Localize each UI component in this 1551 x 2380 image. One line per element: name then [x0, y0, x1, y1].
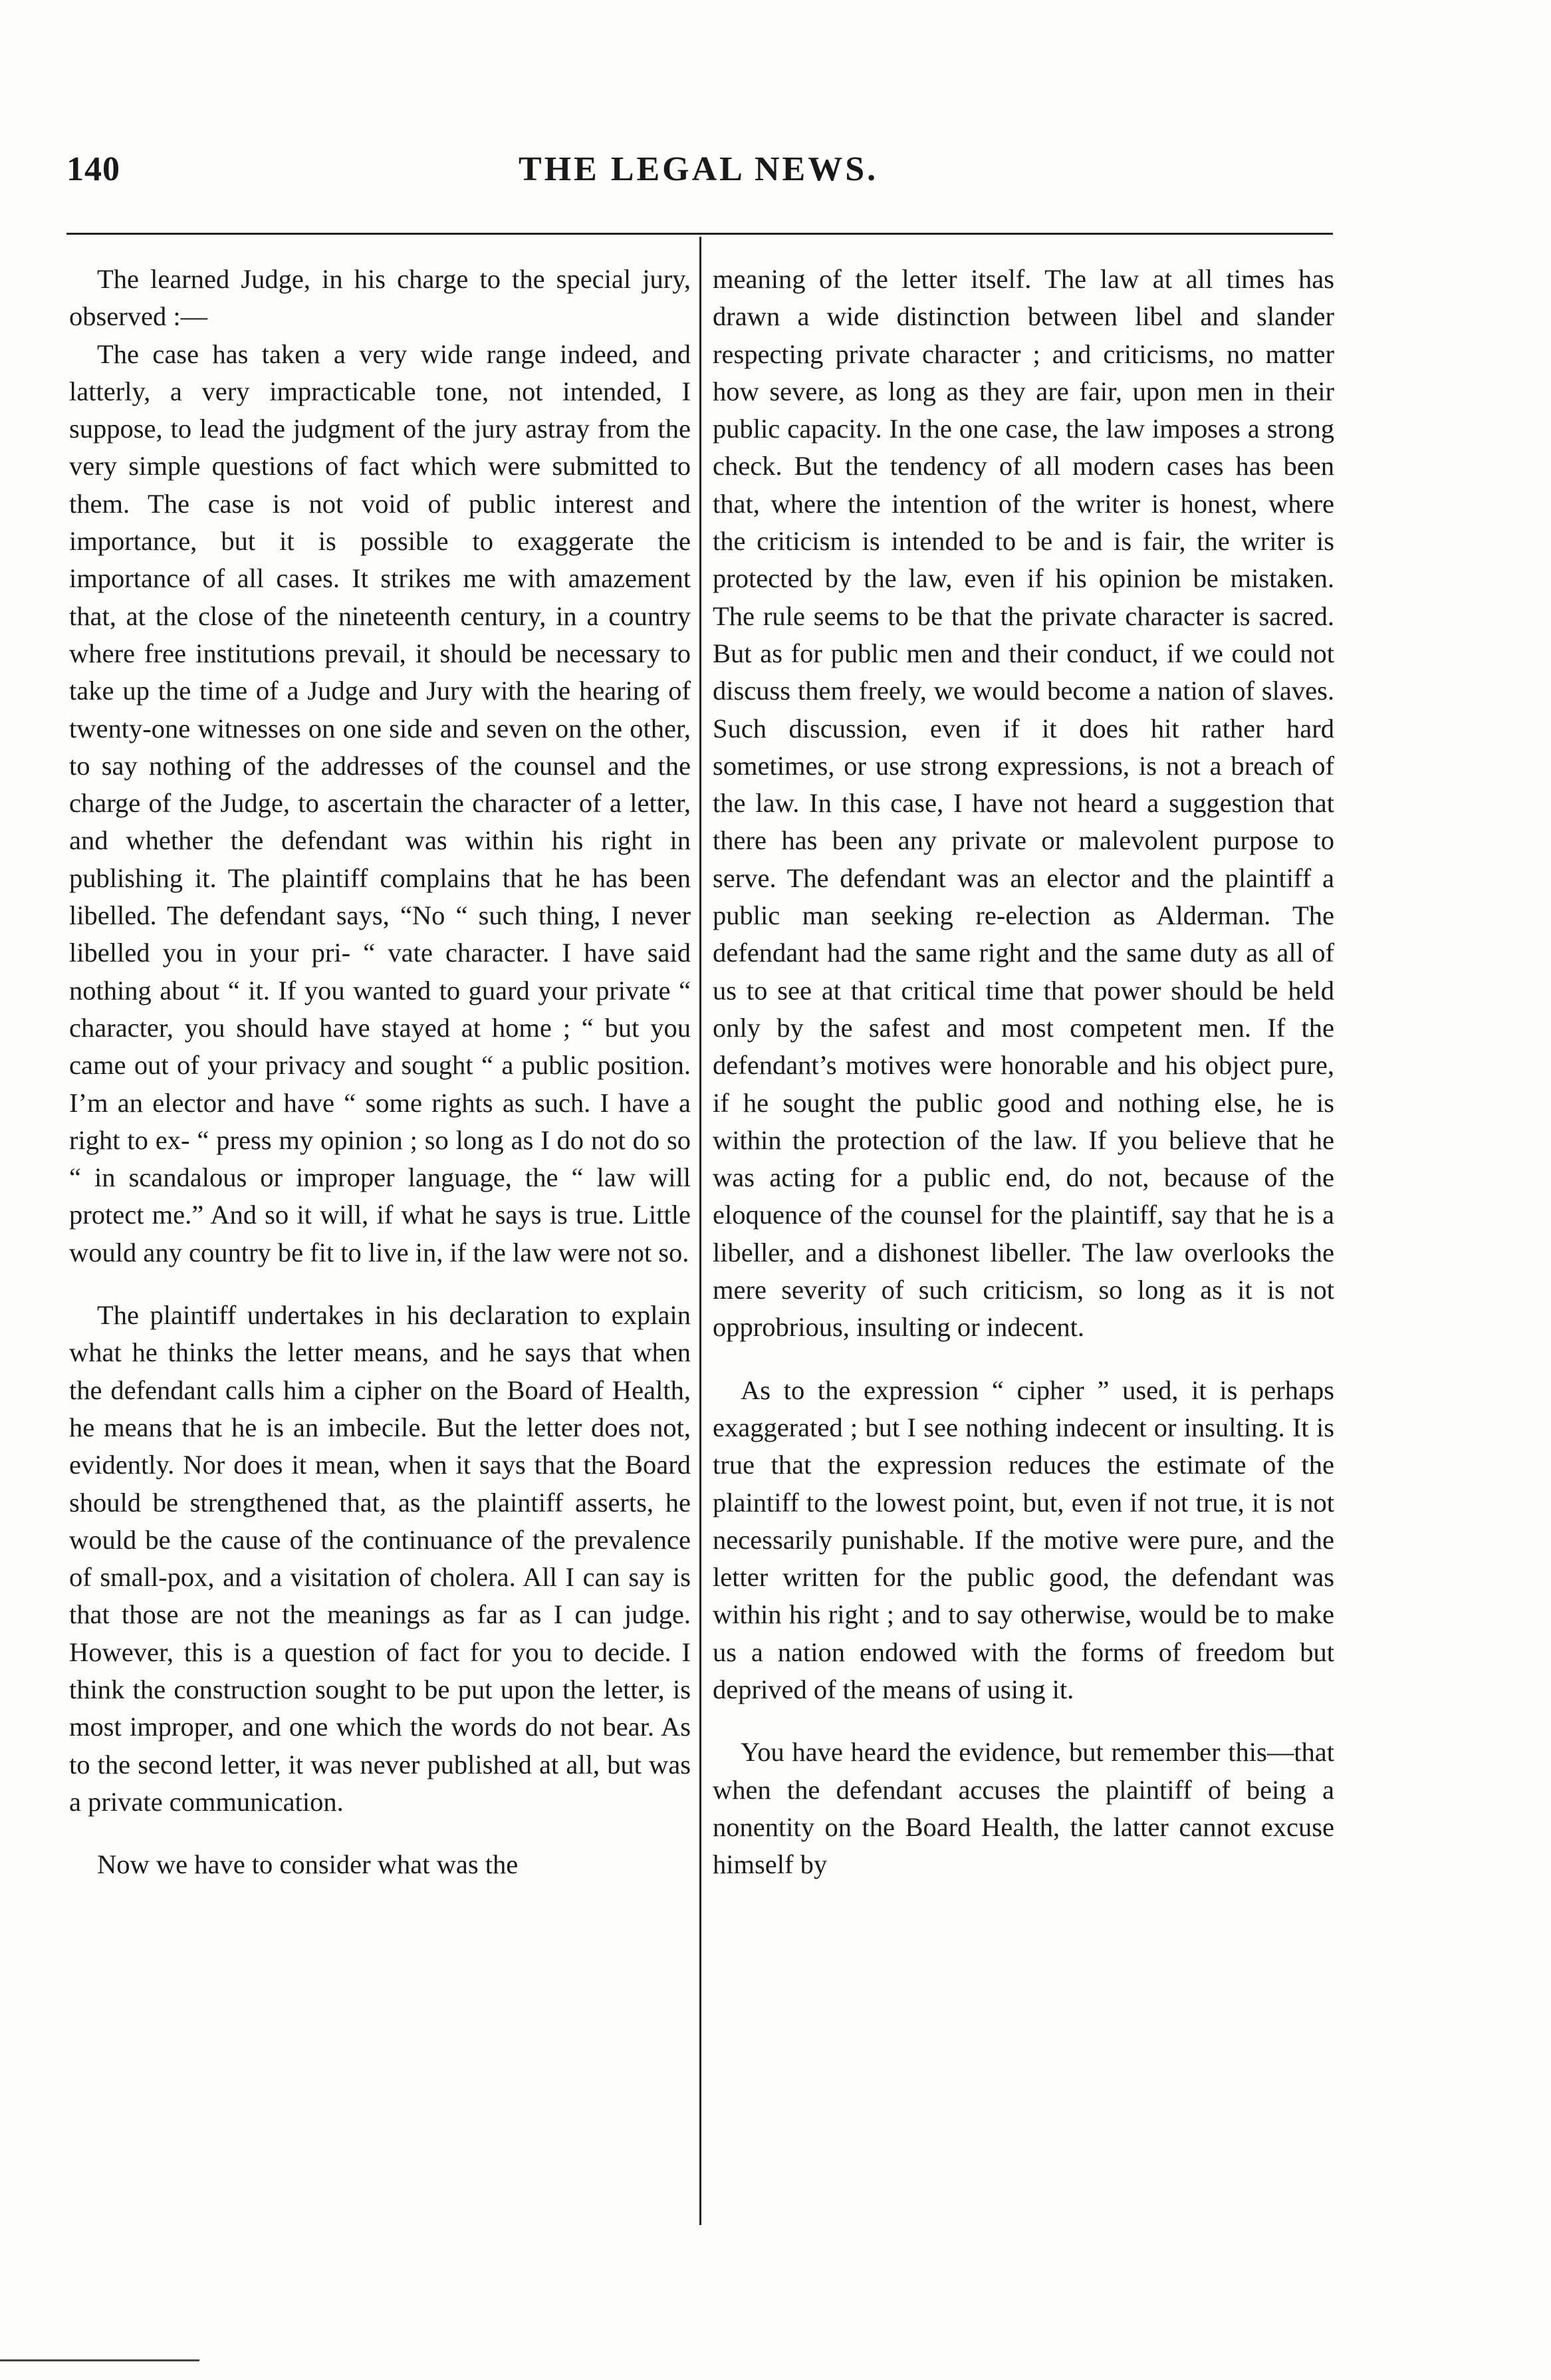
- paragraph-cipher-expression: As to the expression “ cipher ” used, it is perhaps exaggerated ; but I see nothing indecent or insulting. It is true that the expression reduces the estimate of the plaintiff to the lowest point, but, even if not true, it is not necessarily punishable. If the motive were pure, and the letter written for the public good, the defendant was within his right ; and to say otherwise, would be to make us a nation endowed with the forms of freedom but deprived of the means of using it.: [713, 1375, 1334, 1704]
- footer-rule: [0, 2359, 199, 2361]
- page-header: [66, 150, 1330, 209]
- right-column: [713, 261, 1334, 1883]
- paragraph-consider-meaning: Now we have to consider what was the: [97, 1849, 519, 1880]
- left-column: [69, 261, 691, 1883]
- page-number: 140: [66, 150, 120, 188]
- paragraph-case-range: The case has taken a very wide range indeed, and latterly, a very impracticable tone, not intended, I suppose, to lead the judgment of the jury astray from the very simple questions of fact which were submitted to them. The case is not void of public interest and importance, but it is possible to exaggerate the importance of all cases. It strikes me with amazement that, at the close of the nineteenth century, in a country where free institutions prevail, it should be necessary to take up the time of a Judge and Jury with the hearing of twenty-one witnesses on one side and seven on the other, to say nothing of the addresses of the counsel and the charge of the Judge, to ascertain the character of a letter, and whether the defendant was within his right in publishing it. The plaintiff complains that he has been libelled. The defendant says, “No “ such thing, I never libelled you in your pri- “ vate character. I have said nothing about “ it. If you wanted to guard your private “ character, you should have stayed at home ; “ but you came out of your privacy and sought “ a public position. I’m an elector and have “ some rights as such. I have a right to ex- “ press my opinion ; so long as I do not do so “ in scandalous or improper language, the “ law will protect me.” And so it will, if what he says is true. Little would any country be fit to live in, if the law were not so.: [69, 338, 691, 1267]
- paragraph-plaintiff-declaration: The plaintiff undertakes in his declaration to explain what he thinks the letter means, and he says that when the defendant calls him a cipher on the Board of Health, he means that he is an imbecile. But the letter does not, evidently. Nor does it mean, when it says that the Board should be strengthened that, as the plaintiff asserts, he would be the cause of the continuance of the prevalence of small-pox, and a visitation of cholera. All I can say is that those are not the meanings as far as I can judge. However, this is a question of fact for you to decide. I think the construction sought to be put upon the letter, is most improper, and one which the words do not bear. As to the second letter, it was never published at all, but was a private communication.: [69, 1300, 691, 1817]
- paragraph-evidence-reminder: You have heard the evidence, but remember this—that when the defendant accuses the plaintiff of being a nonentity on the Board Health, the latter cannot excuse himself by: [713, 1737, 1334, 1880]
- running-title: THE LEGAL NEWS.: [519, 150, 879, 188]
- paragraph-judge-charge-intro: The learned Judge, in his charge to the special jury, observed :—: [69, 264, 691, 332]
- paragraph-letter-meaning: meaning of the letter itself. The law at all times has drawn a wide distinction between libel and slander respecting private character ; and criticisms, no matter how severe, as long as they are fair, upon men in their public capacity. In the one case, the law imposes a strong check. But the tendency of all modern cases has been that, where the intention of the writer is honest, where the criticism is intended to be and is fair, the writer is protected by the law, even if his opinion be mistaken. The rule seems to be that the private character is sacred. But as for public men and their conduct, if we could not discuss them freely, we would become a nation of slaves. Such discussion, even if it does hit rather hard sometimes, or use strong expressions, is not a breach of the law. In this case, I have not heard a suggestion that there has been any private or malevolent purpose to serve. The defendant was an elector and the plaintiff a public man seeking re-election as Alderman. The defendant had the same right and the same duty as all of us to see at that critical time that power should be held only by the safest and most competent men. If the defendant’s motives were honorable and his object pure, if he sought the public good and nothing else, he is within the protection of the law. If you believe that he was acting for a public end, do not, because of the eloquence of the counsel for the plaintiff, say that he is a libeller, and a dishonest libeller. The law overlooks the mere severity of such criticism, so long as it is not opprobrious, insulting or indecent.: [713, 264, 1334, 1343]
- header-rule: [66, 233, 1333, 235]
- column-divider: [699, 237, 701, 2225]
